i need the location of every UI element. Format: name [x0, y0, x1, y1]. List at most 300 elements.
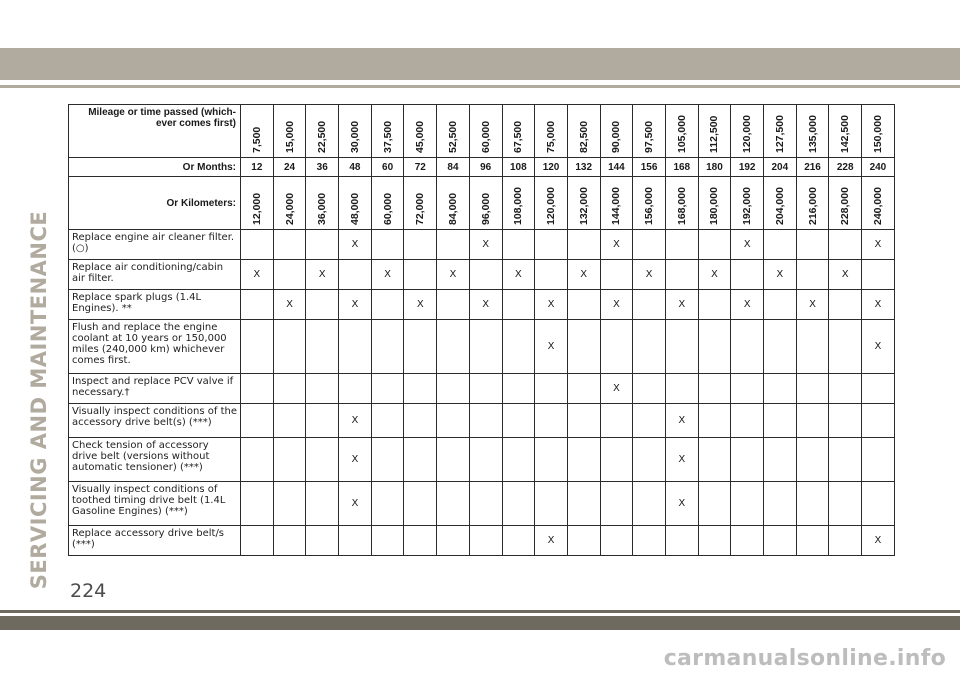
schedule-cell [404, 526, 437, 556]
task-label: Replace accessory drive belt/s (***) [69, 526, 241, 556]
interval-value: 22,500 [316, 120, 329, 153]
schedule-cell [829, 374, 862, 404]
task-label: Visually inspect conditions of the accessory drive belt(s) (***) [69, 404, 241, 438]
interval-value: 72,000 [414, 192, 427, 225]
schedule-mark: X [273, 290, 306, 320]
schedule-mark: X [567, 260, 600, 290]
schedule-cell [273, 526, 306, 556]
schedule-mark: X [600, 374, 633, 404]
schedule-cell [469, 526, 502, 556]
schedule-cell [273, 320, 306, 374]
interval-header-cell [862, 105, 895, 158]
schedule-cell [731, 374, 764, 404]
schedule-cell [567, 482, 600, 526]
interval-value: 120,000 [545, 187, 558, 225]
interval-value: 60,000 [381, 192, 394, 225]
interval-header-cell [764, 105, 797, 158]
schedule-mark: X [862, 526, 895, 556]
schedule-cell [371, 438, 404, 482]
schedule-cell [633, 374, 666, 404]
interval-month-cell: 168 [665, 158, 698, 177]
schedule-cell [862, 404, 895, 438]
schedule-cell [502, 230, 535, 260]
schedule-cell [437, 438, 470, 482]
table-row [69, 320, 895, 374]
schedule-cell [273, 230, 306, 260]
schedule-cell [437, 526, 470, 556]
schedule-cell [502, 404, 535, 438]
schedule-cell [535, 230, 568, 260]
schedule-cell [273, 374, 306, 404]
schedule-cell [796, 482, 829, 526]
interval-value: 15,000 [283, 120, 296, 153]
interval-header-cell [829, 105, 862, 158]
schedule-cell [306, 404, 339, 438]
schedule-cell [241, 320, 274, 374]
interval-month-cell: 48 [339, 158, 372, 177]
header-rule [0, 85, 960, 88]
schedule-mark: X [764, 260, 797, 290]
interval-month-cell: 216 [796, 158, 829, 177]
schedule-cell [371, 526, 404, 556]
interval-header-cell [241, 177, 274, 230]
interval-header-cell [535, 177, 568, 230]
schedule-cell [731, 260, 764, 290]
schedule-cell [502, 526, 535, 556]
interval-value: 52,500 [446, 120, 459, 153]
interval-value: 7,500 [250, 126, 263, 153]
interval-value: 192,000 [741, 187, 754, 225]
schedule-cell [567, 438, 600, 482]
schedule-cell [371, 320, 404, 374]
interval-header-cell [633, 105, 666, 158]
schedule-cell [633, 526, 666, 556]
footer-band [0, 616, 960, 630]
schedule-cell [764, 404, 797, 438]
interval-value: 144,000 [610, 187, 623, 225]
schedule-cell [306, 526, 339, 556]
interval-value: 12,000 [250, 192, 263, 225]
schedule-cell [633, 320, 666, 374]
interval-value: 36,000 [316, 192, 329, 225]
schedule-cell [371, 230, 404, 260]
task-label: Replace engine air cleaner filter. (○) [69, 230, 241, 260]
interval-value: 168,000 [675, 187, 688, 225]
interval-value: 67,500 [512, 120, 525, 153]
interval-header-cell [796, 177, 829, 230]
schedule-mark: X [600, 230, 633, 260]
interval-month-cell: 120 [535, 158, 568, 177]
interval-value: 82,500 [577, 120, 590, 153]
schedule-cell [764, 290, 797, 320]
schedule-cell [829, 438, 862, 482]
interval-value: 180,000 [708, 187, 721, 225]
schedule-cell [437, 374, 470, 404]
interval-month-cell: 240 [862, 158, 895, 177]
interval-header-cell [306, 177, 339, 230]
task-label: Replace spark plugs (1.4L Engines). ** [69, 290, 241, 320]
schedule-cell [665, 526, 698, 556]
interval-month-cell: 84 [437, 158, 470, 177]
schedule-cell [731, 320, 764, 374]
schedule-cell [796, 260, 829, 290]
schedule-cell [469, 374, 502, 404]
schedule-mark: X [665, 290, 698, 320]
schedule-cell [633, 482, 666, 526]
mileage-header-label: Mileage or time passed (which-ever comes first) [69, 105, 241, 158]
schedule-cell [665, 230, 698, 260]
interval-month-cell: 72 [404, 158, 437, 177]
interval-value: 108,000 [512, 187, 525, 225]
schedule-cell [600, 260, 633, 290]
schedule-cell [371, 374, 404, 404]
interval-header-cell [535, 105, 568, 158]
schedule-mark: X [339, 290, 372, 320]
schedule-cell [404, 320, 437, 374]
interval-header-cell [829, 177, 862, 230]
schedule-mark: X [633, 260, 666, 290]
interval-header-cell [731, 105, 764, 158]
schedule-cell [698, 230, 731, 260]
interval-value: 24,000 [283, 192, 296, 225]
km-header-label: Or Kilometers: [69, 177, 241, 230]
schedule-cell [469, 320, 502, 374]
schedule-cell [600, 526, 633, 556]
schedule-cell [665, 260, 698, 290]
schedule-cell [306, 374, 339, 404]
schedule-cell [306, 320, 339, 374]
schedule-cell [862, 438, 895, 482]
page-number: 224 [70, 580, 107, 602]
interval-header-cell [437, 105, 470, 158]
schedule-cell [633, 290, 666, 320]
schedule-cell [600, 320, 633, 374]
schedule-cell [404, 438, 437, 482]
interval-value: 48,000 [348, 192, 361, 225]
interval-month-cell: 132 [567, 158, 600, 177]
schedule-cell [862, 482, 895, 526]
schedule-cell [764, 526, 797, 556]
schedule-cell [273, 482, 306, 526]
interval-value: 204,000 [773, 187, 786, 225]
schedule-cell [796, 230, 829, 260]
interval-month-cell: 204 [764, 158, 797, 177]
schedule-cell [469, 438, 502, 482]
schedule-cell [829, 320, 862, 374]
schedule-cell [535, 260, 568, 290]
schedule-cell [404, 404, 437, 438]
schedule-cell [273, 404, 306, 438]
footer-rule [0, 610, 960, 613]
schedule-cell [404, 482, 437, 526]
schedule-cell [731, 526, 764, 556]
schedule-cell [437, 482, 470, 526]
interval-value: 127,500 [773, 115, 786, 153]
schedule-cell [535, 374, 568, 404]
interval-header-cell [404, 105, 437, 158]
interval-header-cell [796, 105, 829, 158]
schedule-cell [567, 404, 600, 438]
schedule-cell [339, 320, 372, 374]
schedule-cell [829, 290, 862, 320]
schedule-mark: X [437, 260, 470, 290]
schedule-mark: X [339, 404, 372, 438]
schedule-cell [698, 320, 731, 374]
interval-value: 37,500 [381, 120, 394, 153]
schedule-cell [437, 290, 470, 320]
interval-value: 228,000 [839, 187, 852, 225]
schedule-cell [633, 404, 666, 438]
schedule-cell [829, 482, 862, 526]
schedule-mark: X [306, 260, 339, 290]
schedule-mark: X [665, 438, 698, 482]
schedule-mark: X [535, 320, 568, 374]
schedule-cell [469, 260, 502, 290]
task-label: Flush and replace the engine coolant at 10 years or 150,000 miles (240,000 km) whichever comes first. [69, 320, 241, 374]
schedule-cell [241, 526, 274, 556]
schedule-cell [437, 404, 470, 438]
schedule-mark: X [796, 290, 829, 320]
task-label: Visually inspect conditions of toothed timing drive belt (1.4L Gasoline Engines) (***) [69, 482, 241, 526]
schedule-cell [241, 374, 274, 404]
schedule-cell [764, 374, 797, 404]
schedule-cell [502, 482, 535, 526]
schedule-cell [371, 290, 404, 320]
interval-header-cell [600, 105, 633, 158]
schedule-cell [404, 374, 437, 404]
schedule-cell [567, 230, 600, 260]
schedule-mark: X [862, 320, 895, 374]
schedule-cell [698, 404, 731, 438]
schedule-cell [306, 482, 339, 526]
interval-month-cell: 144 [600, 158, 633, 177]
schedule-cell [339, 374, 372, 404]
schedule-cell [698, 438, 731, 482]
interval-value: 75,000 [545, 120, 558, 153]
schedule-cell [469, 404, 502, 438]
interval-value: 112,500 [708, 115, 721, 153]
interval-month-cell: 228 [829, 158, 862, 177]
interval-month-cell: 60 [371, 158, 404, 177]
interval-header-cell [371, 105, 404, 158]
schedule-cell [273, 260, 306, 290]
interval-value: 30,000 [348, 120, 361, 153]
schedule-cell [502, 320, 535, 374]
interval-header-cell [469, 105, 502, 158]
schedule-cell [567, 290, 600, 320]
interval-value: 90,000 [610, 120, 623, 153]
schedule-cell [764, 438, 797, 482]
schedule-mark: X [731, 290, 764, 320]
schedule-cell [437, 320, 470, 374]
interval-header-cell [698, 177, 731, 230]
schedule-cell [862, 260, 895, 290]
interval-header-cell [339, 177, 372, 230]
schedule-cell [339, 260, 372, 290]
interval-header-cell [241, 105, 274, 158]
schedule-cell [862, 374, 895, 404]
schedule-cell [567, 320, 600, 374]
schedule-cell [241, 290, 274, 320]
interval-header-cell [502, 105, 535, 158]
schedule-mark: X [339, 438, 372, 482]
schedule-mark: X [535, 290, 568, 320]
schedule-cell [796, 320, 829, 374]
schedule-mark: X [469, 290, 502, 320]
interval-month-cell: 108 [502, 158, 535, 177]
interval-value: 97,500 [643, 120, 656, 153]
task-label: Replace air conditioning/cabin air filter. [69, 260, 241, 290]
interval-header-cell [665, 177, 698, 230]
schedule-cell [567, 526, 600, 556]
schedule-cell [829, 230, 862, 260]
watermark: carmanualsonline.info [663, 646, 946, 671]
schedule-cell [371, 404, 404, 438]
interval-header-cell [371, 177, 404, 230]
schedule-mark: X [339, 230, 372, 260]
interval-value: 240,000 [871, 187, 884, 225]
schedule-cell [698, 526, 731, 556]
schedule-cell [764, 482, 797, 526]
interval-month-cell: 180 [698, 158, 731, 177]
task-label: Check tension of accessory drive belt (versions without automatic tensioner) (***) [69, 438, 241, 482]
interval-value: 105,000 [675, 115, 688, 153]
months-header-row [69, 158, 895, 177]
schedule-mark: X [862, 230, 895, 260]
schedule-cell [241, 482, 274, 526]
schedule-cell [535, 438, 568, 482]
schedule-cell [306, 438, 339, 482]
schedule-cell [371, 482, 404, 526]
interval-header-cell [273, 105, 306, 158]
table-row [69, 374, 895, 404]
schedule-cell [469, 482, 502, 526]
schedule-cell [567, 374, 600, 404]
task-label: Inspect and replace PCV valve if necessary.† [69, 374, 241, 404]
interval-header-cell [600, 177, 633, 230]
interval-header-cell [665, 105, 698, 158]
schedule-cell [404, 260, 437, 290]
schedule-cell [241, 230, 274, 260]
schedule-cell [796, 404, 829, 438]
schedule-cell [241, 404, 274, 438]
schedule-cell [535, 482, 568, 526]
schedule-cell [731, 404, 764, 438]
interval-value: 142,500 [839, 115, 852, 153]
schedule-cell [665, 374, 698, 404]
interval-header-cell [437, 177, 470, 230]
schedule-cell [502, 374, 535, 404]
interval-month-cell: 36 [306, 158, 339, 177]
schedule-cell [241, 438, 274, 482]
interval-header-cell [731, 177, 764, 230]
schedule-cell [764, 320, 797, 374]
schedule-mark: X [731, 230, 764, 260]
schedule-cell [829, 404, 862, 438]
schedule-mark: X [829, 260, 862, 290]
interval-header-cell [567, 105, 600, 158]
interval-month-cell: 24 [273, 158, 306, 177]
schedule-cell [829, 526, 862, 556]
schedule-cell [764, 230, 797, 260]
schedule-mark: X [339, 482, 372, 526]
mileage-header-row [69, 105, 895, 158]
schedule-mark: X [535, 526, 568, 556]
table-row [69, 230, 895, 260]
schedule-cell [437, 230, 470, 260]
interval-value: 216,000 [806, 187, 819, 225]
km-header-row [69, 177, 895, 230]
schedule-cell [306, 290, 339, 320]
schedule-cell [796, 438, 829, 482]
interval-value: 45,000 [414, 120, 427, 153]
schedule-cell [404, 230, 437, 260]
table-row [69, 260, 895, 290]
schedule-cell [796, 526, 829, 556]
interval-header-cell [469, 177, 502, 230]
interval-value: 150,000 [871, 115, 884, 153]
interval-value: 132,000 [577, 187, 590, 225]
schedule-cell [502, 438, 535, 482]
schedule-cell [731, 482, 764, 526]
interval-header-cell [567, 177, 600, 230]
interval-month-cell: 192 [731, 158, 764, 177]
interval-header-cell [306, 105, 339, 158]
schedule-cell [273, 438, 306, 482]
schedule-mark: X [665, 482, 698, 526]
schedule-mark: X [241, 260, 274, 290]
schedule-cell [796, 374, 829, 404]
table-row [69, 482, 895, 526]
schedule-cell [665, 320, 698, 374]
interval-header-cell [862, 177, 895, 230]
interval-header-cell [764, 177, 797, 230]
schedule-cell [698, 374, 731, 404]
schedule-cell [306, 230, 339, 260]
interval-value: 84,000 [446, 192, 459, 225]
schedule-cell [633, 438, 666, 482]
schedule-cell [600, 404, 633, 438]
interval-month-cell: 96 [469, 158, 502, 177]
interval-value: 60,000 [479, 120, 492, 153]
interval-header-cell [698, 105, 731, 158]
schedule-mark: X [665, 404, 698, 438]
schedule-cell [600, 438, 633, 482]
interval-month-cell: 12 [241, 158, 274, 177]
table-row [69, 404, 895, 438]
schedule-cell [600, 482, 633, 526]
schedule-cell [698, 290, 731, 320]
schedule-cell [535, 404, 568, 438]
schedule-cell [698, 482, 731, 526]
table-row [69, 438, 895, 482]
interval-value: 120,000 [741, 115, 754, 153]
schedule-mark: X [469, 230, 502, 260]
interval-value: 96,000 [479, 192, 492, 225]
interval-header-cell [339, 105, 372, 158]
table-row [69, 526, 895, 556]
interval-month-cell: 156 [633, 158, 666, 177]
schedule-mark: X [600, 290, 633, 320]
schedule-mark: X [371, 260, 404, 290]
table-row [69, 290, 895, 320]
interval-header-cell [273, 177, 306, 230]
schedule-mark: X [862, 290, 895, 320]
interval-header-cell [502, 177, 535, 230]
interval-value: 156,000 [643, 187, 656, 225]
interval-header-cell [633, 177, 666, 230]
interval-value: 135,000 [806, 115, 819, 153]
